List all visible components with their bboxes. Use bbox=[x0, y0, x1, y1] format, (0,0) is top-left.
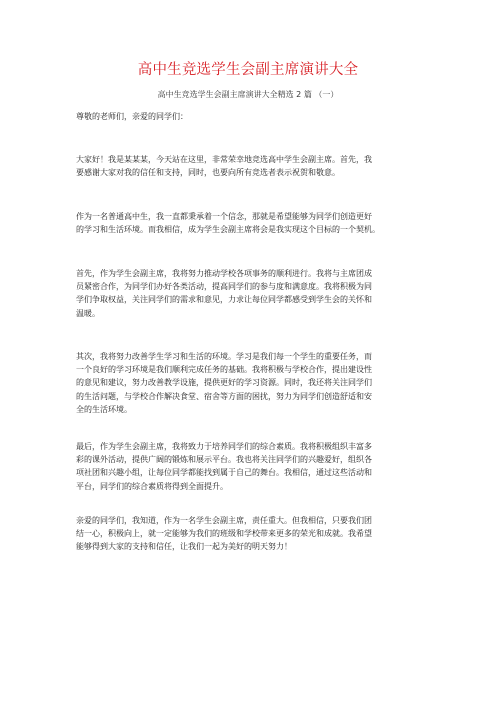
third-point-paragraph: 最后，作为学生会副主席，我将致力于培养同学们的综合素质。我将积极组织丰富多 彩的课外活动，提供广阔的锻炼和展示平台。我也将关注同学们的兴趣爱好，组织各 项社团和兴趣小组，让每位同学都能找到属于自己的舞台。我相信，通过这些活动和 平台，同学们的综合素质将得到全面提升。 bbox=[76, 442, 372, 491]
belief-paragraph: 作为一名普通高中生，我一直都秉承着一个信念，那就是希望能够为同学们创造更好 的学习和生活环境。而我相信，成为学生会副主席将会是我实现这个目标的一个契机。 bbox=[76, 212, 380, 235]
first-point-paragraph: 首先，作为学生会副主席，我将努力推动学校各项事务的顺利进行。我将与主席团成 员紧密合作，为同学们办好各类活动，提高同学们的参与度和满意度。我将积极为同 学们争取权益，关注同学们的需求和意见，力求让每位同学都感受到学生会的关怀和 温暖。 bbox=[76, 269, 372, 318]
second-point-paragraph: 其次，我将努力改善学生学习和生活的环境。学习是我们每一个学生的重要任务，而 一个良好的学习环境是我们顺利完成任务的基础。我将积极与学校合作，提出建设性 的意见和建议，努力改善教学设施，提供更好的学习资源。同时，我还将关注同学们 的生活问题，与学校合作解决食堂、宿舍等方面的困扰，努力为同学们创造舒适和安 全的生活环境。 bbox=[76, 352, 372, 414]
intro-paragraph: 大家好！我是某某某，今天站在这里，非常荣幸地竞选高中学生会副主席。首先，我 要感谢大家对我的信任和支持，同时，也要向所有竞选者表示祝贺和敬意。 bbox=[76, 155, 372, 178]
closing-paragraph: 亲爱的同学们，我知道，作为一名学生会副主席，责任重大。但我相信，只要我们团 结一心，积极向上，就一定能够为我们的班级和学校带来更多的荣光和成就。我希望 能够得到大家的支持和信任，让我们一起为美好的明天努力！ bbox=[76, 516, 372, 552]
greeting-paragraph: 尊敬的老师们，亲爱的同学们： bbox=[76, 112, 188, 121]
document-title: 高中生竞选学生会副主席演讲大全 bbox=[137, 62, 359, 78]
document-subtitle: 高中生竞选学生会副主席演讲大全精选 2 篇 （一） bbox=[157, 90, 339, 99]
